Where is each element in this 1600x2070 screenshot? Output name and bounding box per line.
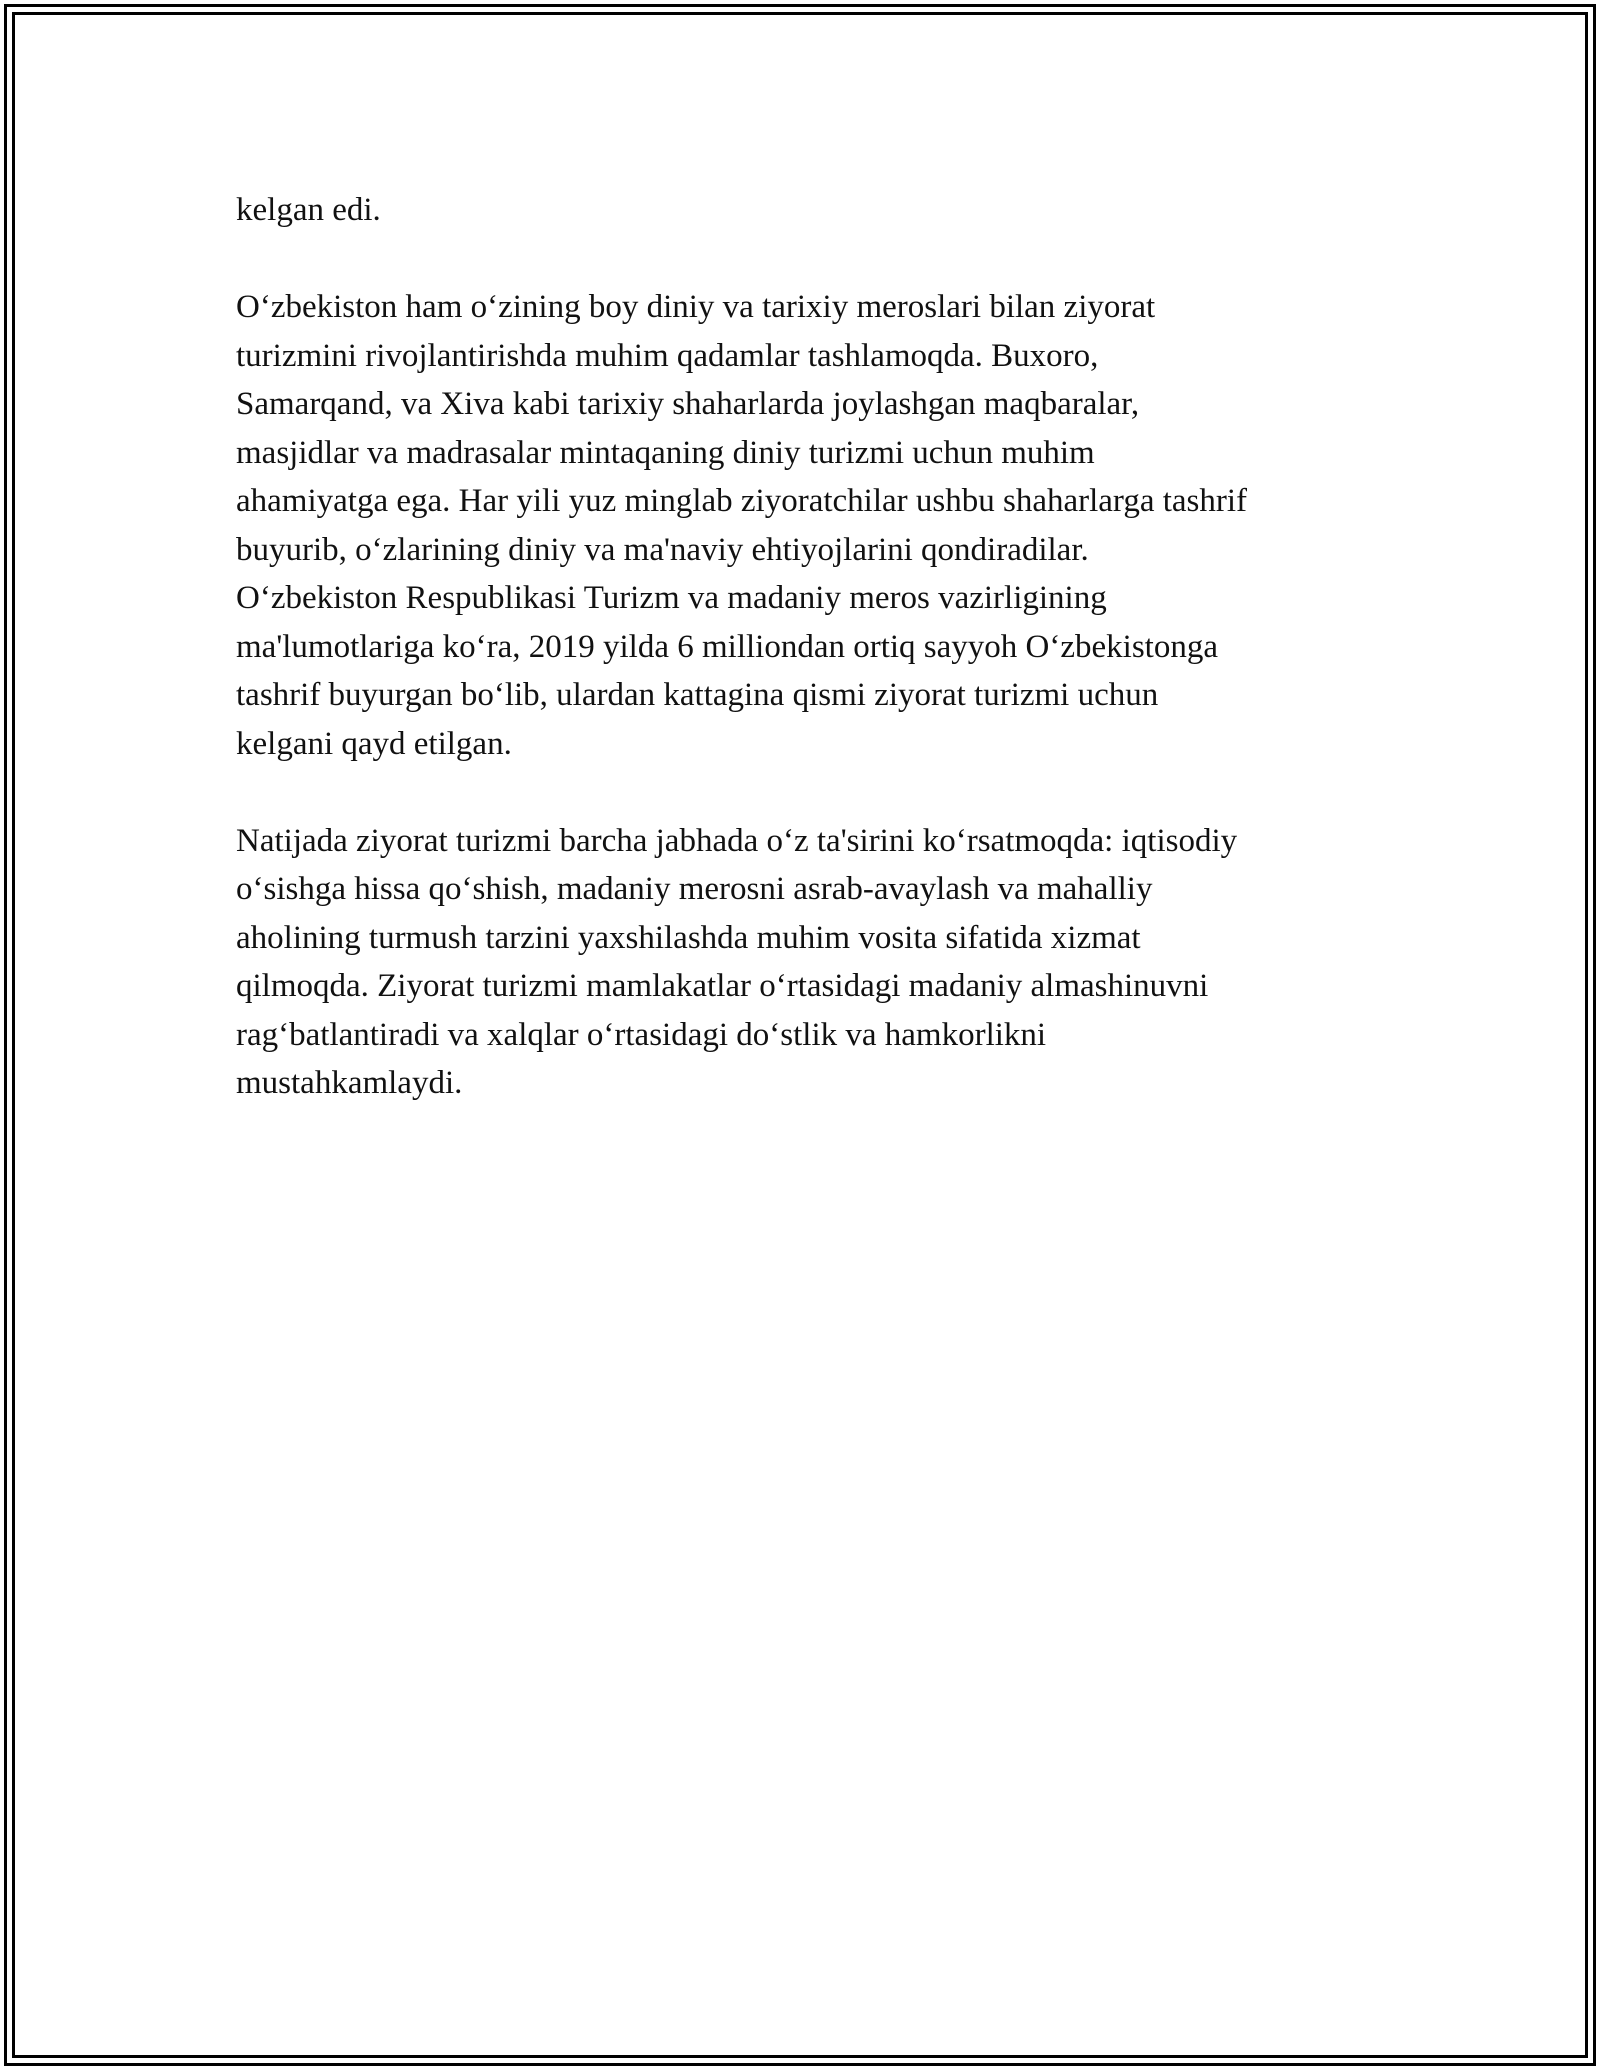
paragraph-continuation: kelgan edi. [236,192,381,228]
document-body [236,186,1366,1156]
paragraph-uzbekistan-pilgrimage-tourism: O‘zbekiston ham o‘zining boy diniy va tarixiy meroslari bilan ziyorat turizmini rivojlantirishda muhim qadamlar tashlamoqda. Buxoro, Samarqand, va Xiva kabi tarixiy shaharlarda joylashgan maqbaralar, masjidlar va madrasalar mintaqaning diniy turizmi uchun muhim ahamiyatga ega. Har yili yuz minglab ziyoratchilar ushbu shaharlarga tashrif buyurib, o‘zlarining diniy va ma'naviy ehtiyojlarini qondiradilar. O‘zbekiston Respublikasi Turizm va madaniy meros vazirligining ma'lumotlariga ko‘ra, 2019 yilda 6 milliondan ortiq sayyoh O‘zbekistonga tashrif buyurgan bo‘lib, ulardan kattagina qismi ziyorat turizmi uchun kelgani qayd etilgan. [236,289,1248,762]
paragraph-conclusion: Natijada ziyorat turizmi barcha jabhada o‘z ta'sirini ko‘rsatmoqda: iqtisodiy o‘sishga hissa qo‘shish, madaniy merosni asrab-avaylash va mahalliy aholining turmush tarzini yaxshilashda muhim vosita sifatida xizmat qilmoqda. Ziyorat turizmi mamlakatlar o‘rtasidagi madaniy almashinuvni rag‘batlantiradi va xalqlar o‘rtasidagi do‘stlik va hamkorlikni mustahkamlaydi. [236,822,1238,1101]
